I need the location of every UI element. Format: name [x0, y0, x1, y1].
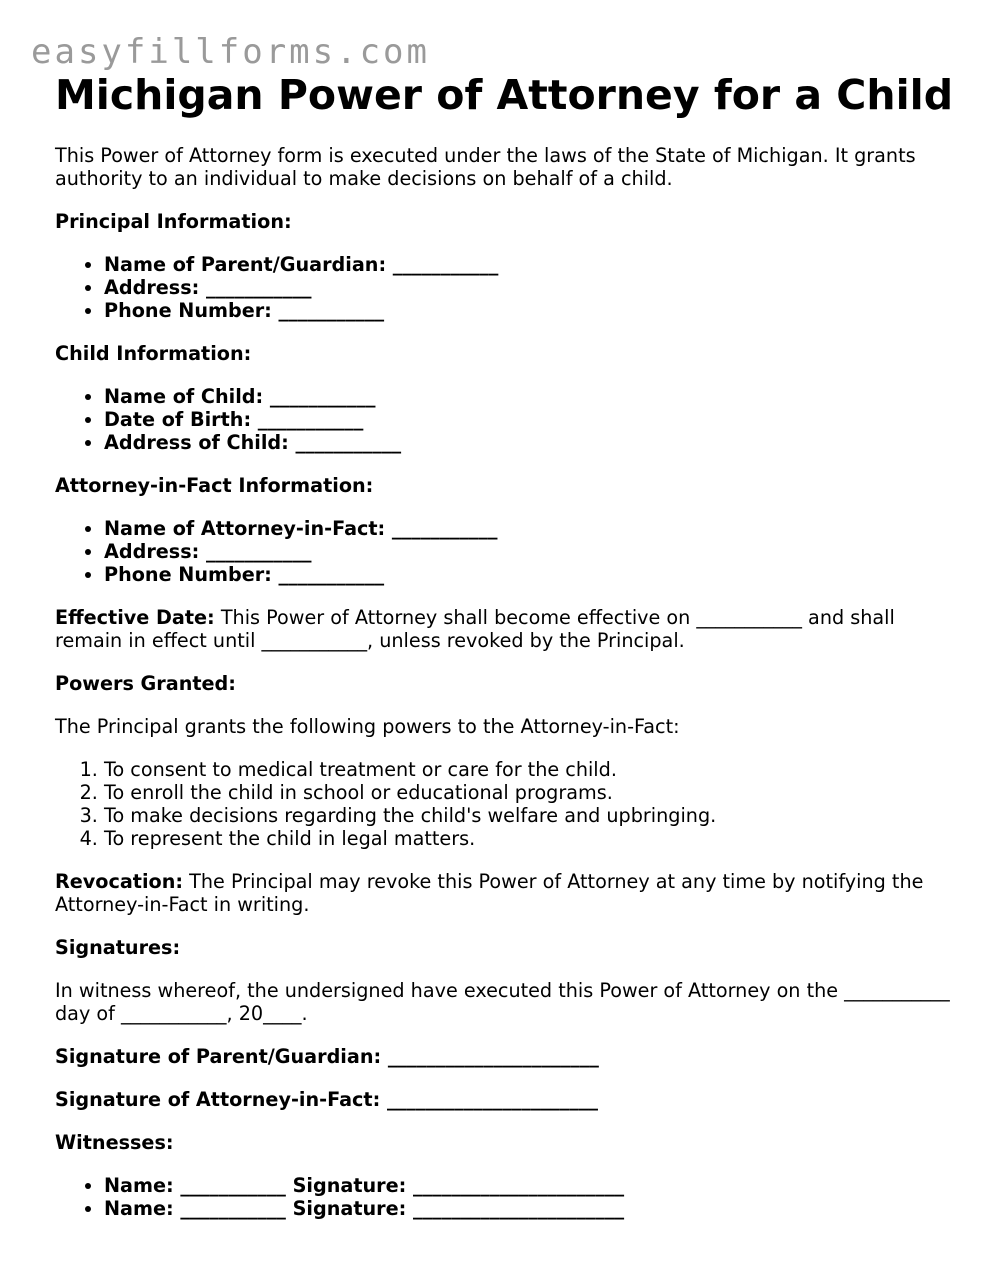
intro-paragraph: This Power of Attorney form is executed under the laws of the State of Michigan. It grants authority to an individual to make decisions on behalf of a child. — [55, 144, 916, 190]
witness-statement: In witness whereof, the undersigned have executed this Power of Attorney on the ___________ day of ___________, 20____. — [55, 979, 950, 1025]
document-body — [55, 144, 955, 1240]
list-item: • Address: ___________ — [104, 276, 955, 299]
effective-date-text: This Power of Attorney shall become effective on ___________ and shall remain in effect until ___________, unless revoked by the Principal. — [55, 606, 895, 652]
list-item: • Name: ___________ Signature: ______________________ — [104, 1197, 955, 1220]
list-item: 2. To enroll the child in school or educational programs. — [104, 781, 955, 804]
powers-heading: Powers Granted: — [55, 672, 236, 695]
child-heading: Child Information: — [55, 342, 252, 365]
list-item: 4. To represent the child in legal matters. — [104, 827, 955, 850]
attorney-list — [55, 517, 955, 586]
effective-date-label: Effective Date: — [55, 606, 215, 629]
list-item: • Name: ___________ Signature: ______________________ — [104, 1174, 955, 1197]
list-item: 1. To consent to medical treatment or care for the child. — [104, 758, 955, 781]
list-item: • Date of Birth: ___________ — [104, 408, 955, 431]
signatures-heading: Signatures: — [55, 936, 181, 959]
list-item: • Name of Parent/Guardian: ___________ — [104, 253, 955, 276]
effective-date-paragraph — [55, 606, 955, 652]
principal-list — [55, 253, 955, 322]
revocation-paragraph — [55, 870, 955, 916]
witnesses-list — [55, 1174, 955, 1220]
list-item: • Address of Child: ___________ — [104, 431, 955, 454]
powers-intro: The Principal grants the following powers to the Attorney-in-Fact: — [55, 715, 680, 738]
principal-heading: Principal Information: — [55, 210, 292, 233]
powers-list — [55, 758, 955, 850]
list-item: • Name of Child: ___________ — [104, 385, 955, 408]
list-item: • Phone Number: ___________ — [104, 563, 955, 586]
list-item: • Phone Number: ___________ — [104, 299, 955, 322]
parent-signature-line: Signature of Parent/Guardian: ______________________ — [55, 1045, 599, 1068]
page-title: Michigan Power of Attorney for a Child — [55, 71, 954, 119]
list-item: • Name of Attorney-in-Fact: ___________ — [104, 517, 955, 540]
revocation-text: The Principal may revoke this Power of Attorney at any time by notifying the Attorney-in-Fact in writing. — [55, 870, 924, 916]
list-item: 3. To make decisions regarding the child's welfare and upbringing. — [104, 804, 955, 827]
child-list — [55, 385, 955, 454]
watermark: easyfillforms.com — [31, 32, 430, 72]
attorney-signature-line: Signature of Attorney-in-Fact: ______________________ — [55, 1088, 599, 1111]
attorney-heading: Attorney-in-Fact Information: — [55, 474, 374, 497]
list-item: • Address: ___________ — [104, 540, 955, 563]
witnesses-heading: Witnesses: — [55, 1131, 174, 1154]
revocation-label: Revocation: — [55, 870, 184, 893]
